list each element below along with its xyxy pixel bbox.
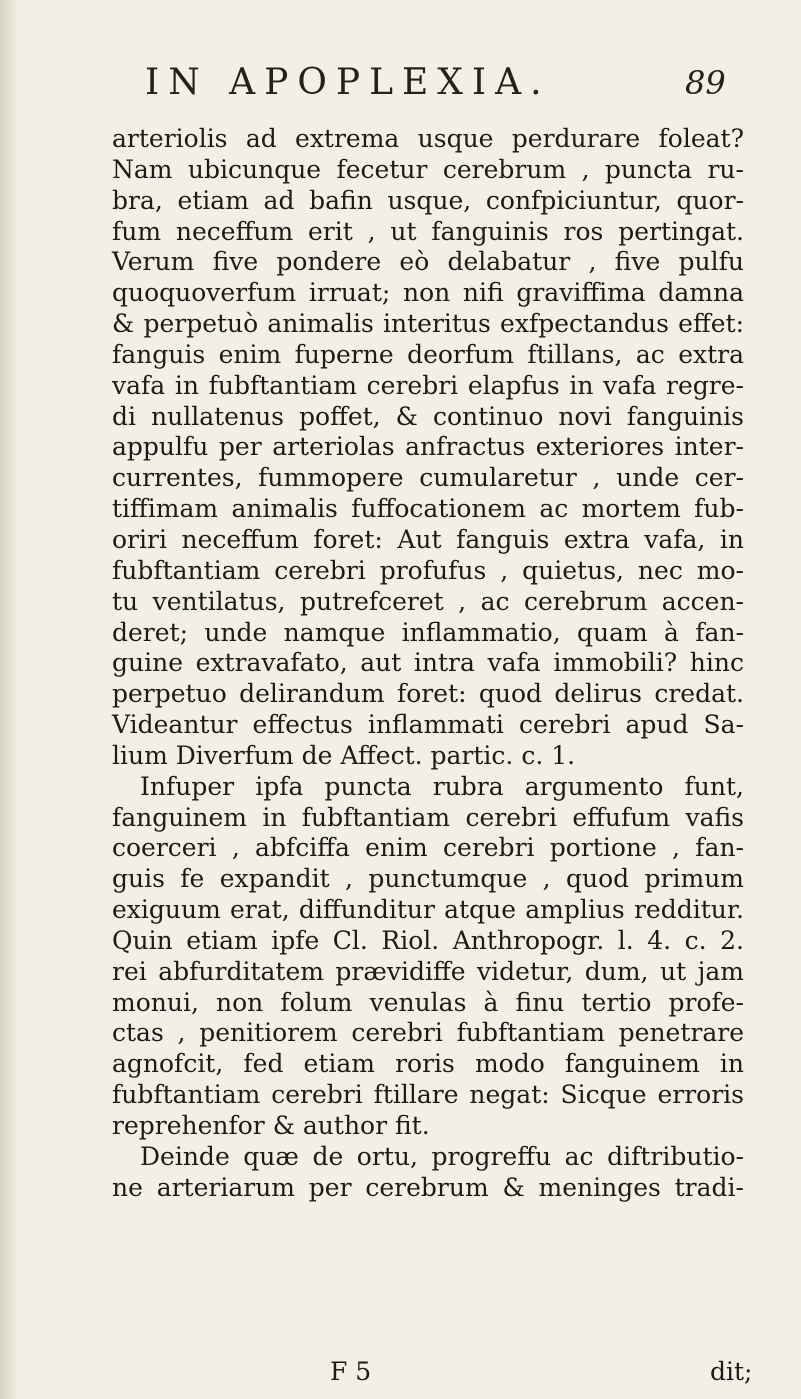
- text-line: tu ventilatus, putrefceret , ac cerebrum accen-: [112, 586, 744, 616]
- text-line: Infuper ipfa puncta rubra argumento funt,: [140, 771, 744, 801]
- text-line: Nam ubicunque fecetur cerebrum , puncta ru-: [112, 154, 744, 184]
- page-number: 89: [685, 64, 726, 102]
- text-line: appulfu per arteriolas anfractus exteriores inter-: [112, 432, 744, 462]
- text-line: monui, non folum venulas à finu tertio profe-: [112, 987, 744, 1017]
- text-line: fanguis enim fuperne deorfum ftillans, ac extra: [112, 339, 744, 369]
- running-title: IN APOPLEXIA.: [145, 62, 551, 103]
- binding-shadow: [0, 0, 18, 1399]
- body-text: [112, 124, 744, 1204]
- text-line: guis fe expandit , punctumque , quod primum: [112, 864, 744, 894]
- text-line: perpetuo delirandum foret: quod delirus credat.: [112, 679, 744, 709]
- text-line: fubftantiam cerebri profufus , quietus, nec mo-: [112, 555, 744, 585]
- text-line: bra, etiam ad bafin usque, confpiciuntur, quor-: [112, 185, 744, 215]
- text-line: Videantur effectus inflammati cerebri apud Sa-: [112, 710, 744, 740]
- text-line: coerceri , abfciffa enim cerebri portione , fan-: [112, 833, 744, 863]
- text-line: fubftantiam cerebri ftillare negat: Sicque erroris: [112, 1080, 744, 1110]
- text-line: fum neceffum erit , ut fanguinis ros pertingat.: [112, 216, 744, 246]
- text-line: & perpetuò animalis interitus exfpectandus effet:: [112, 309, 744, 339]
- text-line: fanguinem in fubftantiam cerebri effufum vafis: [112, 802, 744, 832]
- text-line: quoquoverfum irruat; non nifi graviffima damna: [112, 278, 744, 308]
- signature-mark: F 5: [330, 1357, 372, 1386]
- text-line: Quin etiam ipfe Cl. Riol. Anthropogr. l. 4. c. 2.: [112, 925, 744, 955]
- text-line: Deinde quæ de ortu, progreffu ac diftributio-: [140, 1141, 744, 1171]
- text-line: tiffimam animalis fuffocationem ac mortem fub-: [112, 494, 744, 524]
- text-line: di nullatenus poffet, & continuo novi fanguinis: [112, 401, 744, 431]
- text-line: guine extravafato, aut intra vafa immobili? hinc: [112, 648, 744, 678]
- text-line: ne arteriarum per cerebrum & meninges tradi-: [112, 1172, 744, 1202]
- running-head: [145, 62, 735, 114]
- text-line: agnofcit, fed etiam roris modo fanguinem in: [112, 1049, 744, 1079]
- text-line: currentes, fummopere cumularetur , unde cer-: [112, 463, 744, 493]
- text-line: lium Diverfum de Affect. partic. c. 1.: [112, 740, 576, 770]
- catchword: dit;: [710, 1357, 753, 1386]
- text-line: vafa in fubftantiam cerebri elapfus in vafa regre-: [112, 370, 744, 400]
- text-line: exiguum erat, diffunditur atque amplius redditur.: [112, 895, 744, 925]
- text-line: Verum five pondere eò delabatur , five pulfu: [112, 247, 744, 277]
- text-line: oriri neceffum foret: Aut fanguis extra vafa, in: [112, 524, 744, 554]
- text-line: arteriolis ad extrema usque perdurare foleat?: [112, 124, 744, 153]
- text-line: reprehenfor & author fit.: [112, 1111, 430, 1140]
- text-line: deret; unde namque inflammatio, quam à fan-: [112, 617, 744, 647]
- text-line: rei abfurditatem prævidiffe videtur, dum, ut jam: [112, 956, 744, 986]
- text-line: ctas , penitiorem cerebri fubftantiam penetrare: [112, 1018, 744, 1048]
- page-footer: [190, 1357, 770, 1391]
